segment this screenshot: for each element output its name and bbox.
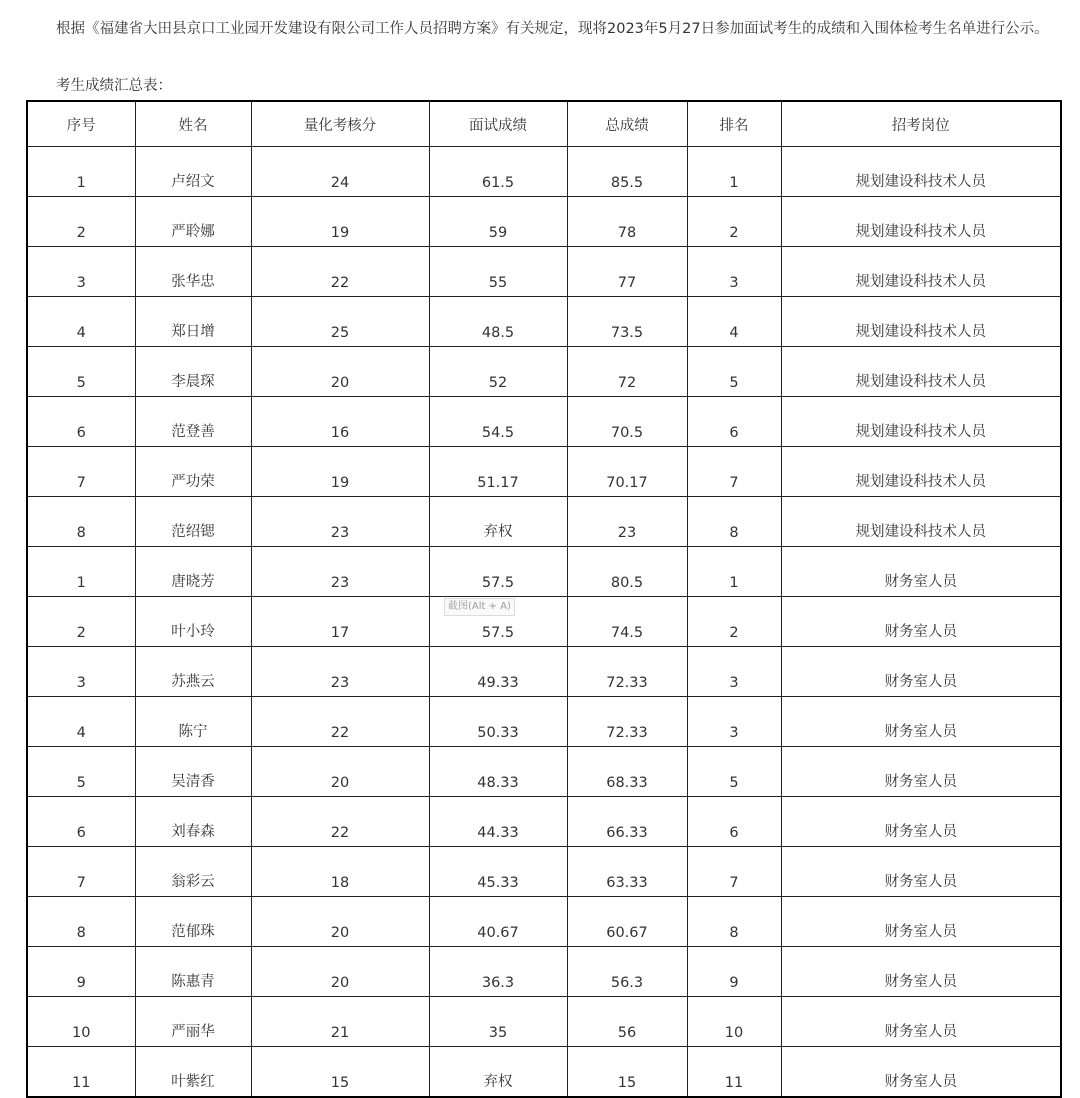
cell-total-score: 66.33 — [567, 797, 687, 847]
cell-rank: 5 — [687, 747, 781, 797]
table-row — [27, 897, 1061, 947]
cell-rank: 3 — [687, 697, 781, 747]
cell-quant-score: 19 — [251, 447, 429, 497]
cell-total-score: 23 — [567, 497, 687, 547]
cell-name: 翁彩云 — [135, 847, 251, 897]
cell-position: 财务室人员 — [781, 647, 1061, 697]
cell-quant-score: 20 — [251, 947, 429, 997]
cell-interview-score: 36.3 — [429, 947, 567, 997]
cell-rank: 10 — [687, 997, 781, 1047]
cell-seq: 3 — [27, 647, 135, 697]
cell-name: 吴清香 — [135, 747, 251, 797]
cell-seq: 7 — [27, 447, 135, 497]
table-row — [27, 847, 1061, 897]
cell-name: 范登善 — [135, 397, 251, 447]
cell-total-score: 72 — [567, 347, 687, 397]
cell-total-score: 72.33 — [567, 647, 687, 697]
cell-total-score: 72.33 — [567, 697, 687, 747]
cell-quant-score: 23 — [251, 497, 429, 547]
cell-name: 范郁珠 — [135, 897, 251, 947]
cell-rank: 6 — [687, 397, 781, 447]
cell-name: 范绍锶 — [135, 497, 251, 547]
cell-position: 财务室人员 — [781, 1047, 1061, 1098]
cell-interview-score: 45.33 — [429, 847, 567, 897]
table-row — [27, 597, 1061, 647]
cell-position: 规划建设科技术人员 — [781, 247, 1061, 297]
cell-rank: 6 — [687, 797, 781, 847]
cell-seq: 6 — [27, 797, 135, 847]
cell-name: 李晨琛 — [135, 347, 251, 397]
cell-rank: 7 — [687, 847, 781, 897]
cell-quant-score: 19 — [251, 197, 429, 247]
cell-name: 叶紫红 — [135, 1047, 251, 1098]
cell-seq: 4 — [27, 697, 135, 747]
cell-seq: 6 — [27, 397, 135, 447]
cell-total-score: 56 — [567, 997, 687, 1047]
cell-total-score: 80.5 — [567, 547, 687, 597]
cell-quant-score: 22 — [251, 697, 429, 747]
table-row — [27, 147, 1061, 197]
cell-quant-score: 15 — [251, 1047, 429, 1098]
cell-total-score: 73.5 — [567, 297, 687, 347]
header-row — [27, 101, 1061, 147]
cell-position: 财务室人员 — [781, 747, 1061, 797]
cell-total-score: 60.67 — [567, 897, 687, 947]
table-row — [27, 1047, 1061, 1098]
header-name: 姓名 — [135, 101, 251, 147]
cell-position: 规划建设科技术人员 — [781, 497, 1061, 547]
cell-position: 财务室人员 — [781, 847, 1061, 897]
header-total-score: 总成绩 — [567, 101, 687, 147]
cell-name: 严功荣 — [135, 447, 251, 497]
cell-name: 叶小玲 — [135, 597, 251, 647]
cell-rank: 9 — [687, 947, 781, 997]
table-row — [27, 397, 1061, 447]
cell-name: 卢绍文 — [135, 147, 251, 197]
cell-interview-score: 57.5 — [429, 597, 567, 647]
cell-seq: 10 — [27, 997, 135, 1047]
cell-quant-score: 24 — [251, 147, 429, 197]
table-row — [27, 697, 1061, 747]
cell-seq: 8 — [27, 897, 135, 947]
cell-position: 财务室人员 — [781, 897, 1061, 947]
cell-rank: 2 — [687, 197, 781, 247]
table-row — [27, 797, 1061, 847]
cell-name: 陈宁 — [135, 697, 251, 747]
cell-seq: 1 — [27, 147, 135, 197]
header-position: 招考岗位 — [781, 101, 1061, 147]
header-interview-score: 面试成绩 — [429, 101, 567, 147]
cell-total-score: 78 — [567, 197, 687, 247]
cell-seq: 4 — [27, 297, 135, 347]
cell-name: 刘春森 — [135, 797, 251, 847]
cell-total-score: 68.33 — [567, 747, 687, 797]
cell-rank: 3 — [687, 647, 781, 697]
cell-position: 财务室人员 — [781, 947, 1061, 997]
cell-name: 郑日增 — [135, 297, 251, 347]
cell-seq: 5 — [27, 747, 135, 797]
header-rank: 排名 — [687, 101, 781, 147]
cell-interview-score: 54.5 — [429, 397, 567, 447]
cell-quant-score: 18 — [251, 847, 429, 897]
cell-quant-score: 21 — [251, 997, 429, 1047]
cell-interview-score: 40.67 — [429, 897, 567, 947]
cell-total-score: 77 — [567, 247, 687, 297]
cell-total-score: 85.5 — [567, 147, 687, 197]
cell-name: 唐晓芳 — [135, 547, 251, 597]
cell-interview-score: 59 — [429, 197, 567, 247]
cell-seq: 8 — [27, 497, 135, 547]
cell-position: 规划建设科技术人员 — [781, 197, 1061, 247]
cell-position: 规划建设科技术人员 — [781, 447, 1061, 497]
cell-rank: 8 — [687, 897, 781, 947]
cell-rank: 2 — [687, 597, 781, 647]
cell-seq: 5 — [27, 347, 135, 397]
cell-interview-score: 弃权 — [429, 1047, 567, 1098]
cell-interview-score: 50.33 — [429, 697, 567, 747]
header-quant-score: 量化考核分 — [251, 101, 429, 147]
cell-position: 财务室人员 — [781, 697, 1061, 747]
cell-quant-score: 25 — [251, 297, 429, 347]
cell-name: 严丽华 — [135, 997, 251, 1047]
cell-name: 苏燕云 — [135, 647, 251, 697]
table-row — [27, 347, 1061, 397]
cell-interview-score: 48.5 — [429, 297, 567, 347]
screenshot-tooltip: 截图(Alt + A) — [444, 598, 515, 616]
table-row — [27, 547, 1061, 597]
cell-total-score: 74.5 — [567, 597, 687, 647]
cell-name: 张华忠 — [135, 247, 251, 297]
table-row — [27, 497, 1061, 547]
cell-quant-score: 22 — [251, 797, 429, 847]
table-row — [27, 447, 1061, 497]
cell-interview-score: 49.33 — [429, 647, 567, 697]
cell-rank: 1 — [687, 547, 781, 597]
cell-total-score: 15 — [567, 1047, 687, 1098]
cell-quant-score: 16 — [251, 397, 429, 447]
score-table — [26, 100, 1062, 1098]
table-row — [27, 747, 1061, 797]
table-caption: 考生成绩汇总表： — [56, 78, 172, 94]
cell-rank: 7 — [687, 447, 781, 497]
cell-total-score: 70.17 — [567, 447, 687, 497]
cell-position: 规划建设科技术人员 — [781, 147, 1061, 197]
cell-quant-score: 17 — [251, 597, 429, 647]
cell-rank: 4 — [687, 297, 781, 347]
cell-position: 财务室人员 — [781, 597, 1061, 647]
cell-quant-score: 20 — [251, 347, 429, 397]
cell-total-score: 70.5 — [567, 397, 687, 447]
cell-name: 陈惠青 — [135, 947, 251, 997]
cell-rank: 5 — [687, 347, 781, 397]
cell-rank: 8 — [687, 497, 781, 547]
cell-quant-score: 23 — [251, 547, 429, 597]
cell-interview-score: 弃权 — [429, 497, 567, 547]
table-row — [27, 647, 1061, 697]
cell-position: 规划建设科技术人员 — [781, 347, 1061, 397]
table-row — [27, 197, 1061, 247]
cell-seq: 1 — [27, 547, 135, 597]
cell-position: 规划建设科技术人员 — [781, 397, 1061, 447]
cell-interview-score: 35 — [429, 997, 567, 1047]
cell-interview-score: 55 — [429, 247, 567, 297]
cell-seq: 3 — [27, 247, 135, 297]
cell-rank: 11 — [687, 1047, 781, 1098]
cell-interview-score: 51.17 — [429, 447, 567, 497]
table-row — [27, 947, 1061, 997]
cell-rank: 1 — [687, 147, 781, 197]
cell-quant-score: 20 — [251, 747, 429, 797]
cell-quant-score: 23 — [251, 647, 429, 697]
cell-quant-score: 20 — [251, 897, 429, 947]
cell-interview-score: 48.33 — [429, 747, 567, 797]
cell-interview-score: 57.5 — [429, 547, 567, 597]
cell-interview-score: 52 — [429, 347, 567, 397]
cell-seq: 2 — [27, 197, 135, 247]
table-row — [27, 997, 1061, 1047]
cell-seq: 9 — [27, 947, 135, 997]
cell-position: 财务室人员 — [781, 547, 1061, 597]
cell-seq: 11 — [27, 1047, 135, 1098]
table-row — [27, 247, 1061, 297]
table-row — [27, 297, 1061, 347]
cell-rank: 3 — [687, 247, 781, 297]
cell-name: 严聆娜 — [135, 197, 251, 247]
cell-total-score: 63.33 — [567, 847, 687, 897]
cell-quant-score: 22 — [251, 247, 429, 297]
cell-position: 财务室人员 — [781, 797, 1061, 847]
cell-interview-score: 61.5 — [429, 147, 567, 197]
cell-seq: 2 — [27, 597, 135, 647]
cell-total-score: 56.3 — [567, 947, 687, 997]
intro-paragraph: 根据《福建省大田县京口工业园开发建设有限公司工作人员招聘方案》有关规定，现将2023年5月27日参加面试考生的成绩和入围体检考生名单进行公示。 — [56, 20, 1049, 37]
cell-interview-score: 44.33 — [429, 797, 567, 847]
header-seq: 序号 — [27, 101, 135, 147]
cell-position: 财务室人员 — [781, 997, 1061, 1047]
cell-position: 规划建设科技术人员 — [781, 297, 1061, 347]
cell-seq: 7 — [27, 847, 135, 897]
